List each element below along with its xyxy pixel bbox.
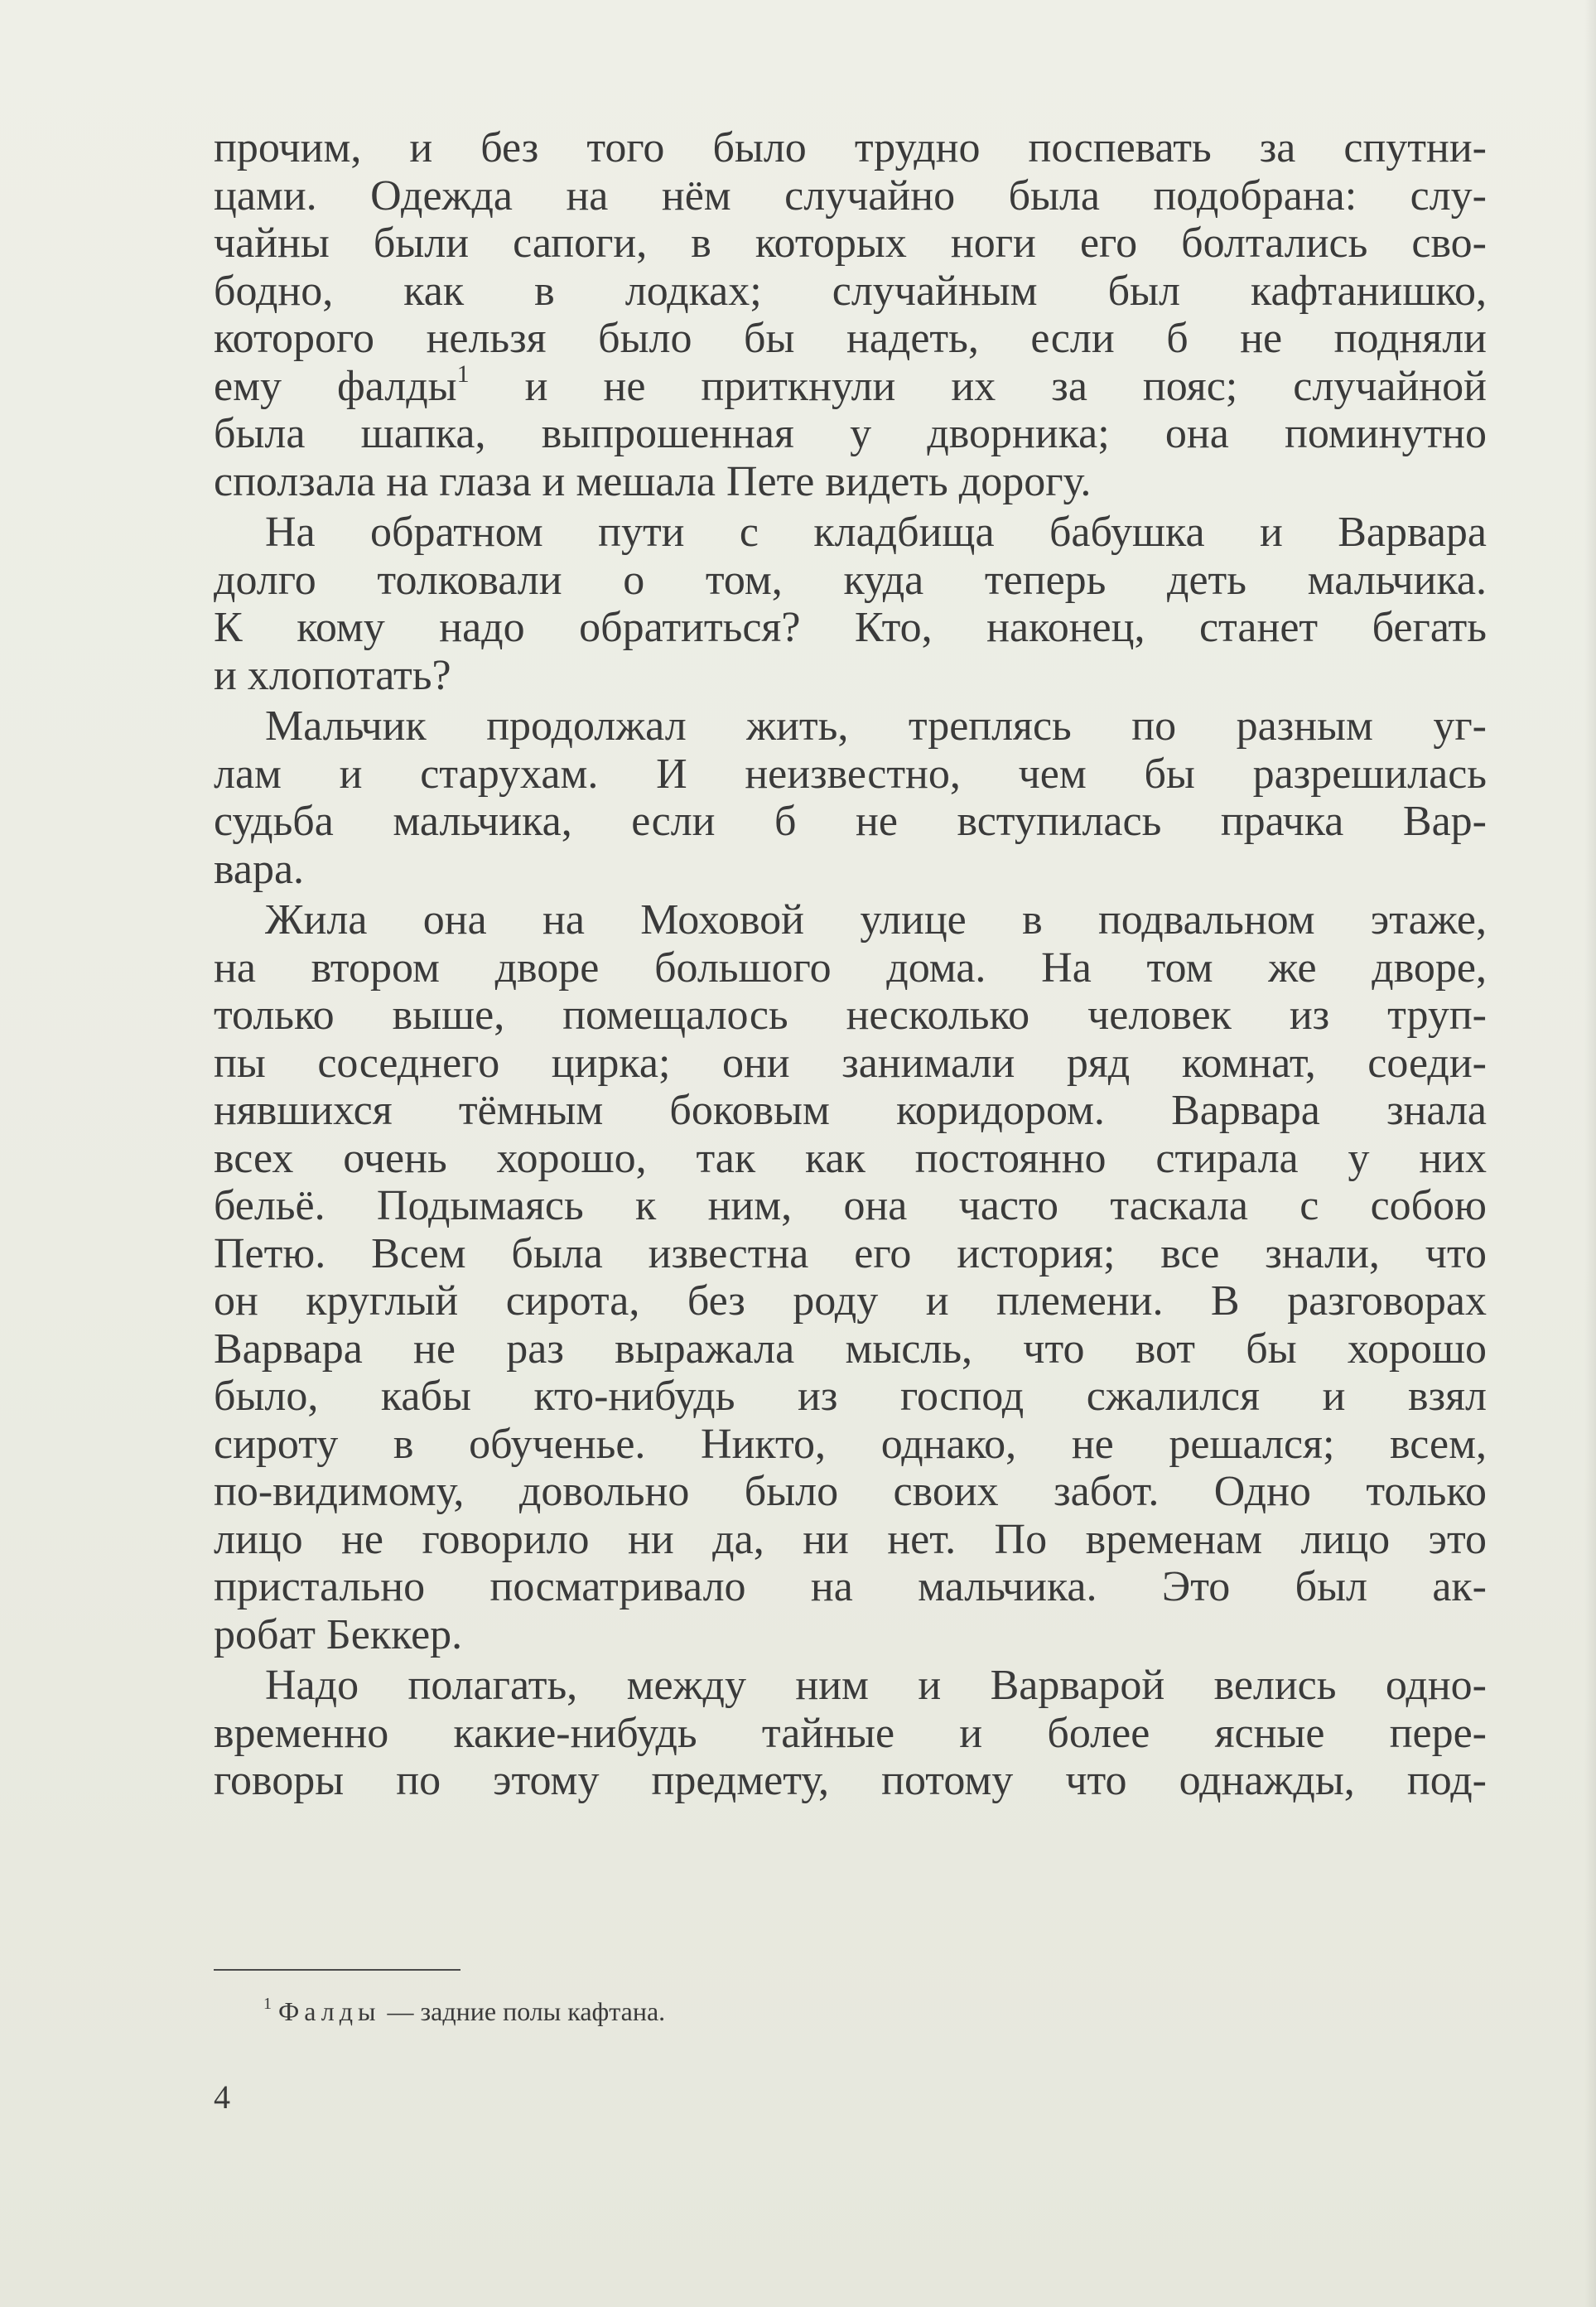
- text-line: всех очень хорошо, так как постоянно стирала у них: [214, 1134, 1487, 1182]
- footnote-term: Фалды: [278, 1996, 381, 2026]
- text-line: пы соседнего цирка; они занимали ряд комнат, соеди-: [214, 1039, 1487, 1087]
- text-line: было, кабы кто-нибудь из господ сжалился и взял: [214, 1373, 1487, 1420]
- text-line: лицо не говорило ни да, ни нет. По временам лицо это: [214, 1515, 1487, 1563]
- text-line: лам и старухам. И неизвестно, чем бы разрешилась: [214, 750, 1487, 798]
- footnote-number: 1: [263, 1995, 272, 2013]
- text-line-with-footnote: [214, 360, 1487, 411]
- footnote-definition: — задние полы кафтана.: [380, 1996, 666, 2026]
- text-line: Жила она на Моховой улице в подвальном этаже,: [265, 896, 1487, 944]
- page-edge-shadow: [1584, 0, 1596, 2307]
- text-line: К кому надо обратиться? Кто, наконец, станет бегать: [214, 604, 1487, 651]
- text-line: нявшихся тёмным боковым коридором. Варвара знала: [214, 1087, 1487, 1134]
- text-line: робат Беккер.: [214, 1610, 463, 1658]
- text-line: бельё. Подымаясь к ним, она часто таскала с собою: [214, 1182, 1487, 1229]
- text-line: чайны были сапоги, в которых ноги его болтались сво-: [214, 220, 1487, 267]
- text-line: говоры по этому предмету, потому что однажды, под-: [214, 1757, 1487, 1804]
- text-fragment: ему фалды: [214, 362, 457, 410]
- body-text: [214, 124, 1487, 1805]
- footnote-divider: [214, 1969, 460, 1971]
- text-line: бодно, как в лодках; случайным был кафтанишко,: [214, 267, 1487, 315]
- text-line: долго толковали о том, куда теперь деть мальчика.: [214, 556, 1487, 604]
- text-line: временно какие-нибудь тайные и более ясные пере-: [214, 1709, 1487, 1757]
- text-line: по-видимому, довольно было своих забот. Одно только: [214, 1468, 1487, 1515]
- text-line: На обратном пути с кладбища бабушка и Варвара: [265, 509, 1487, 556]
- text-line: цами. Одежда на нём случайно была подобрана: слу-: [214, 171, 1487, 220]
- page-number: 4: [214, 2078, 230, 2116]
- text-line: он круглый сирота, без роду и племени. В разговорах: [214, 1277, 1487, 1325]
- text-line: была шапка, выпрошенная у дворника; она поминутно: [214, 410, 1487, 457]
- text-fragment: и не приткнули их за пояс; случайной: [469, 362, 1487, 410]
- text-line: сползала на глаза и мешала Пете видеть дорогу.: [214, 457, 1092, 505]
- text-line: судьба мальчика, если б не вступилась прачка Вар-: [214, 798, 1487, 845]
- text-line: Петю. Всем была известна его история; все знали, что: [214, 1229, 1487, 1277]
- text-line: на втором дворе большого дома. На том же дворе,: [214, 944, 1487, 992]
- text-line: Варвара не раз выражала мысль, что вот бы хорошо: [214, 1325, 1487, 1373]
- text-line: Мальчик продолжал жить, треплясь по разным уг-: [265, 702, 1487, 750]
- text-line: пристально посматривало на мальчика. Это был ак-: [214, 1563, 1487, 1610]
- footnote-marker: 1: [456, 360, 470, 388]
- footnote: [263, 1995, 665, 2028]
- text-line: сироту в обученье. Никто, однако, не решался; всем,: [214, 1420, 1487, 1468]
- text-line: и хлопотать?: [214, 651, 451, 699]
- text-line: которого нельзя было бы надеть, если б не подняли: [214, 315, 1487, 362]
- text-line: Надо полагать, между ним и Варварой велись одно-: [265, 1662, 1487, 1709]
- text-line: вара.: [214, 845, 305, 893]
- text-line: только выше, помещалось несколько человек из труп-: [214, 992, 1487, 1039]
- text-line: прочим, и без того было трудно поспевать за спутни-: [214, 124, 1487, 171]
